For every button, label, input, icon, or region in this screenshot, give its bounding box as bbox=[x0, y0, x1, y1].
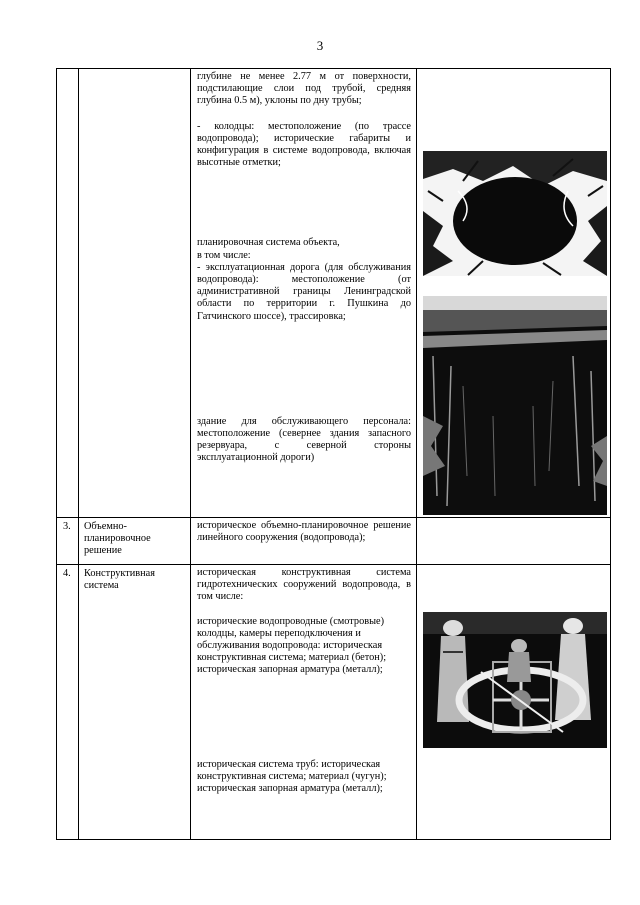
row-description bbox=[191, 518, 417, 565]
table-row bbox=[57, 69, 611, 518]
empty-cell bbox=[417, 518, 611, 565]
photo-workers-valve bbox=[423, 612, 607, 748]
row-number: 4. bbox=[57, 565, 79, 840]
description-paragraph: - колодцы: местоположение (по трассе водопровода); исторические габариты и конфигурация в системе водопровода, включая высотные отметки; bbox=[197, 120, 411, 169]
description-paragraph: историческое объемно-планировочное решение линейного сооружения (водопровода); bbox=[197, 520, 411, 544]
document-table bbox=[56, 68, 611, 840]
table-row bbox=[57, 565, 611, 840]
description-paragraph: глубине не менее 2.77 м от поверхности, подстилающие слои под трубой, средняя глубина 0.5 м), уклоны по дну трубы; bbox=[197, 71, 411, 107]
row-description bbox=[191, 69, 417, 518]
description-paragraph: исторические водопроводные (смотровые) колодцы, камеры переподключения и обслуживания водопровода: историческая конструктивная система; материал (бетон); историческая запорная арматура (металл); bbox=[197, 615, 387, 676]
photo-cell bbox=[417, 565, 611, 840]
description-paragraph: здание для обслуживающего персонала: местоположение (севернее здания запасного резервуара, с северной стороны эксплуатационной дороги) bbox=[197, 415, 411, 464]
row-number: 3. bbox=[57, 518, 79, 565]
description-paragraph: историческая система труб: историческая конструктивная система; материал (чугун); историческая запорная арматура (металл); bbox=[197, 758, 387, 795]
page-number: 3 bbox=[316, 38, 324, 53]
row-number bbox=[57, 69, 79, 518]
row-description bbox=[191, 565, 417, 840]
description-paragraph: в том числе: bbox=[197, 249, 251, 261]
table-row bbox=[57, 518, 611, 565]
description-paragraph: историческая конструктивная система гидротехнических сооружений водопровода, в том числе: bbox=[197, 567, 411, 603]
photo-cell bbox=[417, 69, 611, 518]
description-paragraph: планировочная система объекта, bbox=[197, 237, 340, 249]
row-name: Конструктивная система bbox=[79, 565, 191, 840]
description-paragraph: - эксплуатационная дорога (для обслуживания водопровода): местоположение (от административной границы Ленинградской области по территории г. Пушкина до Гатчинского шоссе), трассировка; bbox=[197, 261, 411, 322]
row-name bbox=[79, 69, 191, 518]
photo-trench-interior bbox=[423, 296, 607, 515]
row-name: Объемно-планировочное решение bbox=[79, 518, 191, 565]
photo-well-opening bbox=[423, 151, 607, 276]
